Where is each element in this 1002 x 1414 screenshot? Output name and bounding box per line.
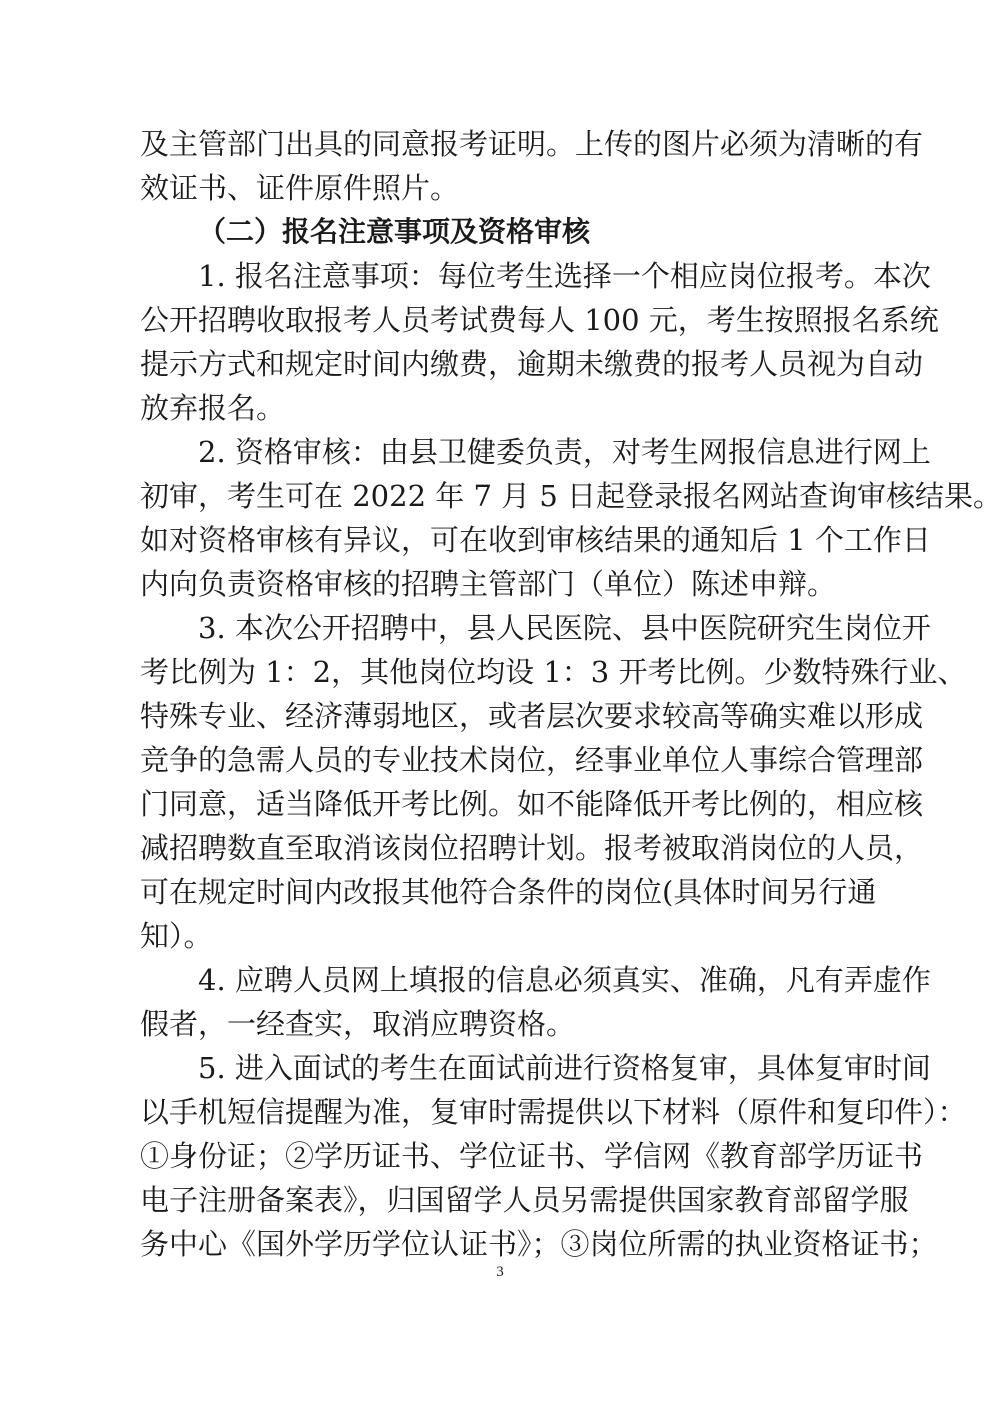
- body-text-line: 务中心《国外学历学位认证书》；③岗位所需的执业资格证书；: [140, 1227, 938, 1261]
- body-text-line: 竞争的急需人员的专业技术岗位，经事业单位人事综合管理部: [140, 743, 924, 777]
- body-text-line: 考比例为 1：2，其他岗位均设 1：3 开考比例。少数特殊行业、: [140, 655, 967, 689]
- body-text-line: ①身份证；②学历证书、学位证书、学信网《教育部学历证书: [140, 1139, 924, 1173]
- body-text-line: 内向负责资格审核的招聘主管部门（单位）陈述申辩。: [140, 567, 837, 601]
- body-text-line: 减招聘数直至取消该岗位招聘计划。报考被取消岗位的人员，: [140, 831, 924, 865]
- body-text-line: 公开招聘收取报考人员考试费每人 100 元，考生按照报名系统: [140, 303, 939, 337]
- body-text-line: 特殊专业、经济薄弱地区，或者层次要求较高等确实难以形成: [140, 699, 924, 733]
- body-text-line: 效证书、证件原件照片。: [140, 171, 460, 205]
- body-text-line: 知）。: [140, 919, 213, 953]
- body-text-line: 初审，考生可在 2022 年 7 月 5 日起登录报名网站查询审核结果。: [140, 479, 1002, 513]
- paragraph-first-line: 4. 应聘人员网上填报的信息必须真实、准确，凡有弄虚作: [198, 963, 931, 997]
- body-text-line: 可在规定时间内改报其他符合条件的岗位(具体时间另行通: [140, 875, 877, 909]
- body-text-line: 如对资格审核有异议，可在收到审核结果的通知后 1 个工作日: [140, 523, 931, 557]
- body-text-line: 门同意，适当降低开考比例。如不能降低开考比例的，相应核: [140, 787, 924, 821]
- body-text-line: 电子注册备案表》，归国留学人员另需提供国家教育部留学服: [140, 1183, 909, 1217]
- section-heading: （二）报名注意事项及资格审核: [198, 215, 591, 248]
- body-text-line: 提示方式和规定时间内缴费，逾期未缴费的报考人员视为自动: [140, 347, 924, 381]
- body-text-line: 假者，一经查实，取消应聘资格。: [140, 1007, 576, 1041]
- paragraph-first-line: 1. 报名注意事项：每位考生选择一个相应岗位报考。本次: [198, 259, 931, 293]
- paragraph-first-line: 2. 资格审核：由县卫健委负责，对考生网报信息进行网上: [198, 435, 931, 469]
- page-number: 3: [496, 1264, 504, 1280]
- body-text-line: 放弃报名。: [140, 391, 286, 425]
- paragraph-first-line: 3. 本次公开招聘中，县人民医院、县中医院研究生岗位开: [198, 611, 931, 645]
- paragraph-first-line: 5. 进入面试的考生在面试前进行资格复审，具体复审时间: [198, 1051, 931, 1085]
- body-text-line: 以手机短信提醒为准，复审时需提供以下材料（原件和复印件）：: [140, 1095, 967, 1129]
- body-text-line: 及主管部门出具的同意报考证明。上传的图片必须为清晰的有: [140, 127, 924, 161]
